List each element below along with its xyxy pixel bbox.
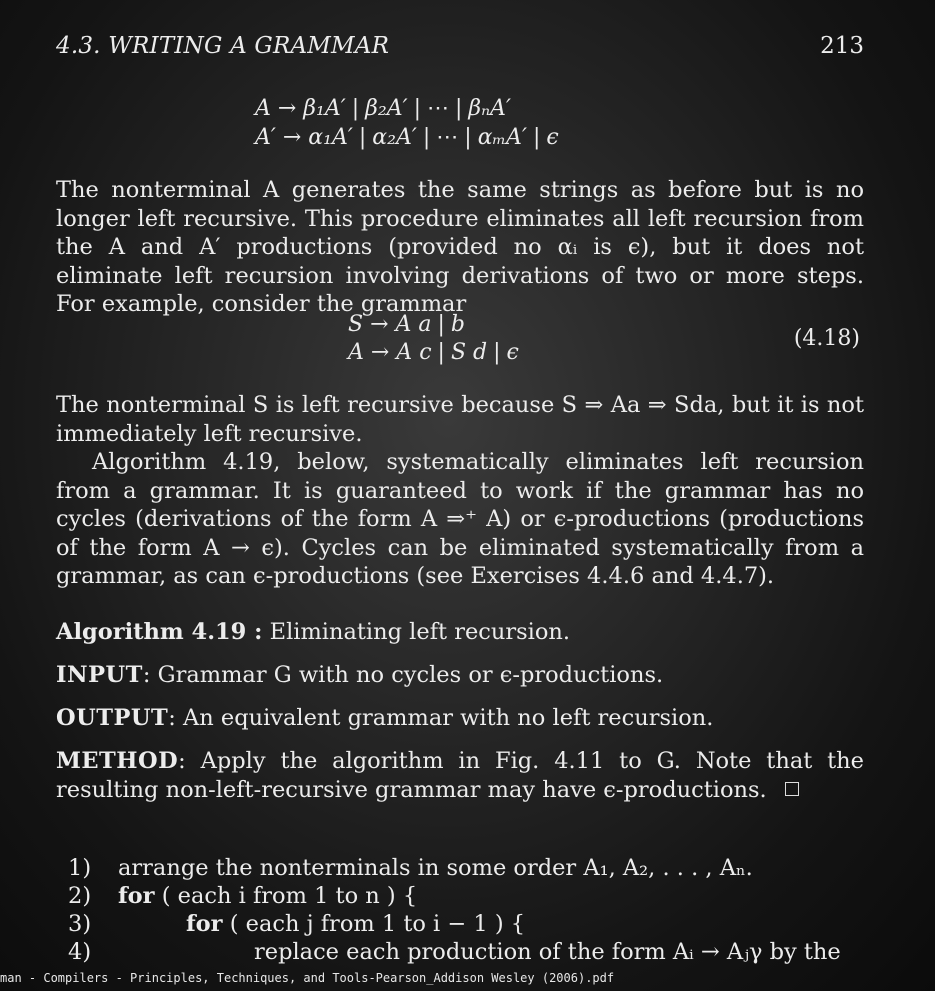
output-text: : An equivalent grammar with no left recursion. xyxy=(168,705,714,731)
method-label: METHOD xyxy=(56,748,179,774)
algorithm-title xyxy=(56,618,864,647)
section-title: 4.3. WRITING A GRAMMAR xyxy=(56,33,390,59)
eq2-line1-alt: b xyxy=(450,312,466,337)
code-keyword: for xyxy=(186,911,223,937)
code-line-2 xyxy=(68,882,417,910)
code-line-number: 2) xyxy=(68,883,92,909)
code-text: ( each j from 1 to i − 1 ) { xyxy=(222,911,526,937)
equation-line-1: A → β₁A′ | β₂A′ | ⋯ | βₙA′ xyxy=(255,96,511,121)
algorithm-output xyxy=(56,704,864,733)
code-text: replace each production of the form Aᵢ → Aⱼγ by the xyxy=(254,939,841,965)
eq2-line1-lhs: S → A a xyxy=(348,312,432,337)
equation-line-2: A′ → α₁A′ | α₂A′ | ⋯ | αₘA′ | ϵ xyxy=(255,125,559,150)
code-text: arrange the nonterminals in some order A₁, A₂, . . . , Aₙ. xyxy=(118,855,753,881)
input-label: INPUT xyxy=(56,662,143,688)
output-label: OUTPUT xyxy=(56,705,169,731)
code-line-number: 1) xyxy=(68,855,92,881)
page-number: 213 xyxy=(820,33,864,59)
code-line-4 xyxy=(68,938,841,966)
eq1-line2-alt: αₘA′ xyxy=(477,125,527,150)
eq1-line2-alt: α₂A′ xyxy=(372,125,417,150)
eq1-line1-alt: β₂A′ xyxy=(365,96,408,121)
grammar-line-1: S → A a | b xyxy=(348,312,466,337)
code-line-3 xyxy=(68,910,525,938)
code-line-number: 4) xyxy=(68,939,92,965)
paragraph-3: Algorithm 4.19, below, systematically eliminates left recursion from a grammar. It is guaranteed to work if the grammar has no cycles (derivations of the form A ⇒⁺ A) or ϵ-productions (productions of the form A → ϵ). Cycles can be eliminated systematically from a grammar, as can ϵ-productions (see Exercises 4.4.6 and 4.4.7). xyxy=(56,449,864,589)
eq1-line2-alt: ϵ xyxy=(546,125,559,150)
eq1-line1-lhs: A → β₁A′ xyxy=(255,96,346,121)
eq1-line1-alt: ⋯ xyxy=(427,96,449,121)
algorithm-title-text: Eliminating left recursion. xyxy=(269,619,571,645)
code-line-number: 3) xyxy=(68,911,92,937)
paragraph-1: The nonterminal A generates the same strings as before but is no longer left recursive. This procedure eliminates all left recursion from the A and A′ productions (provided no αᵢ is ϵ), but it does not eliminate left recursion involving derivations of two or more steps. For example, consider the grammar xyxy=(56,177,864,317)
code-keyword: for xyxy=(118,883,155,909)
eq1-line1-alt: βₙA′ xyxy=(468,96,511,121)
equation-number: (4.18) xyxy=(793,326,860,351)
eq2-line2-alt: S d xyxy=(450,340,488,365)
file-name-footer: man - Compilers - Principles, Techniques, and Tools-Pearson_Addison Wesley (2006).pdf xyxy=(0,971,615,985)
eq2-line2-alt: ϵ xyxy=(506,340,519,365)
code-line-1 xyxy=(68,854,753,882)
qed-box-icon xyxy=(785,782,799,796)
eq1-line2-lhs: A′ → α₁A′ xyxy=(255,125,353,150)
eq2-line2-lhs: A → A c xyxy=(348,340,432,365)
algorithm-label: Algorithm 4.19 : xyxy=(56,619,263,645)
input-text: : Grammar G with no cycles or ϵ-productions. xyxy=(142,662,664,688)
algorithm-method xyxy=(56,747,864,804)
grammar-line-2: A → A c | S d | ϵ xyxy=(348,340,519,365)
code-text: ( each i from 1 to n ) { xyxy=(154,883,418,909)
method-text: : Apply the algorithm in Fig. 4.11 to G. Note that the resulting non-left-recursive grammar may have ϵ-productions. xyxy=(56,748,864,803)
algorithm-input xyxy=(56,661,864,690)
paragraph-2: The nonterminal S is left recursive because S ⇒ Aa ⇒ Sda, but it is not immediately left recursive. xyxy=(56,392,864,447)
eq1-line2-alt: ⋯ xyxy=(436,125,459,150)
